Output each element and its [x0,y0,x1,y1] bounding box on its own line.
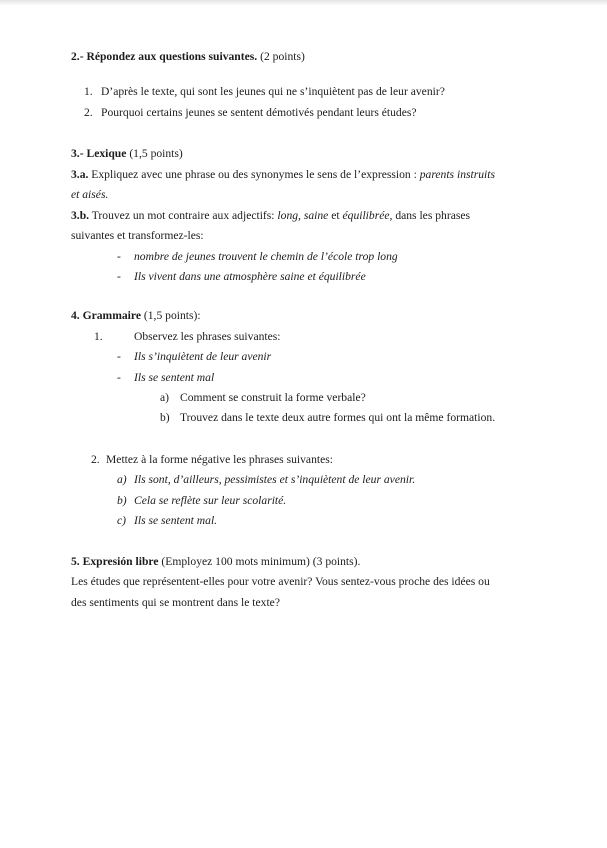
q3b-line: 3.b. Trouvez un mot contraire aux adjectifs: long, saine et équilibrée, dans les phrases [71,209,471,222]
q4-bullet-2: Ils se sentent mal [134,371,215,384]
q4-sub-b: Trouvez dans le texte deux autre formes qui ont la même formation. [180,411,496,424]
q4-bullet-1: Ils s’inquiètent de leur avenir [134,350,272,363]
q4-bullet-dash-1: - [117,350,121,363]
q4-part2-a: Ils sont, d’ailleurs, pessimistes et s’inquiètent de leur avenir. [134,473,416,486]
q4-sub-a-label: a) [160,391,170,404]
q2-heading: 2.- Répondez aux questions suivantes. (2 points) [71,50,305,63]
q5-line-1: Les études que représentent-elles pour votre avenir? Vous sentez-vous proche des idées ou [71,575,490,588]
q4-part2-b-label: b) [117,494,127,507]
q4-part1-text: Observez les phrases suivantes: [134,330,281,343]
q4-bullet-dash-2: - [117,371,121,384]
q4-part2-c: Ils se sentent mal. [134,514,218,527]
q4-heading: 4. Grammaire (1,5 points): [71,309,201,322]
q2-item-2-num: 2. [84,106,93,119]
q2-item-1-num: 1. [84,85,93,98]
q4-part1-num: 1. [94,330,103,343]
q3b-bullet-2: Ils vivent dans une atmosphère saine et équilibrée [134,270,366,283]
q4-part2-num: 2. [91,453,100,466]
scan-edge [0,0,607,6]
q5-heading: 5. Expresión libre (Employez 100 mots minimum) (3 points). [71,555,361,568]
q4-part2-b: Cela se reflète sur leur scolarité. [134,494,287,507]
q3-heading: 3.- Lexique (1,5 points) [71,147,183,160]
q5-line-2: des sentiments qui se montrent dans le texte? [71,596,280,609]
q4-sub-a: Comment se construit la forme verbale? [180,391,366,404]
q3b-bullet-dash-2: - [117,270,121,283]
q4-part2-a-label: a) [117,473,127,486]
q4-part2-text: Mettez à la forme négative les phrases suivantes: [106,453,333,466]
q3a-quote-end: et aisés. [71,188,109,201]
q3b-bullet-dash-1: - [117,250,121,263]
q3b-bullet-1: nombre de jeunes trouvent le chemin de l’école trop long [134,250,398,263]
q4-part2-c-label: c) [117,514,127,527]
q4-sub-b-label: b) [160,411,170,424]
q2-item-1: D’après le texte, qui sont les jeunes qui ne s’inquiètent pas de leur avenir? [101,85,445,98]
q3b-line-2: suivantes et transformez-les: [71,229,204,242]
q3a-line: 3.a. Expliquez avec une phrase ou des synonymes le sens de l’expression : parents instruits [71,168,495,181]
q2-item-2: Pourquoi certains jeunes se sentent démotivés pendant leurs études? [101,106,417,119]
